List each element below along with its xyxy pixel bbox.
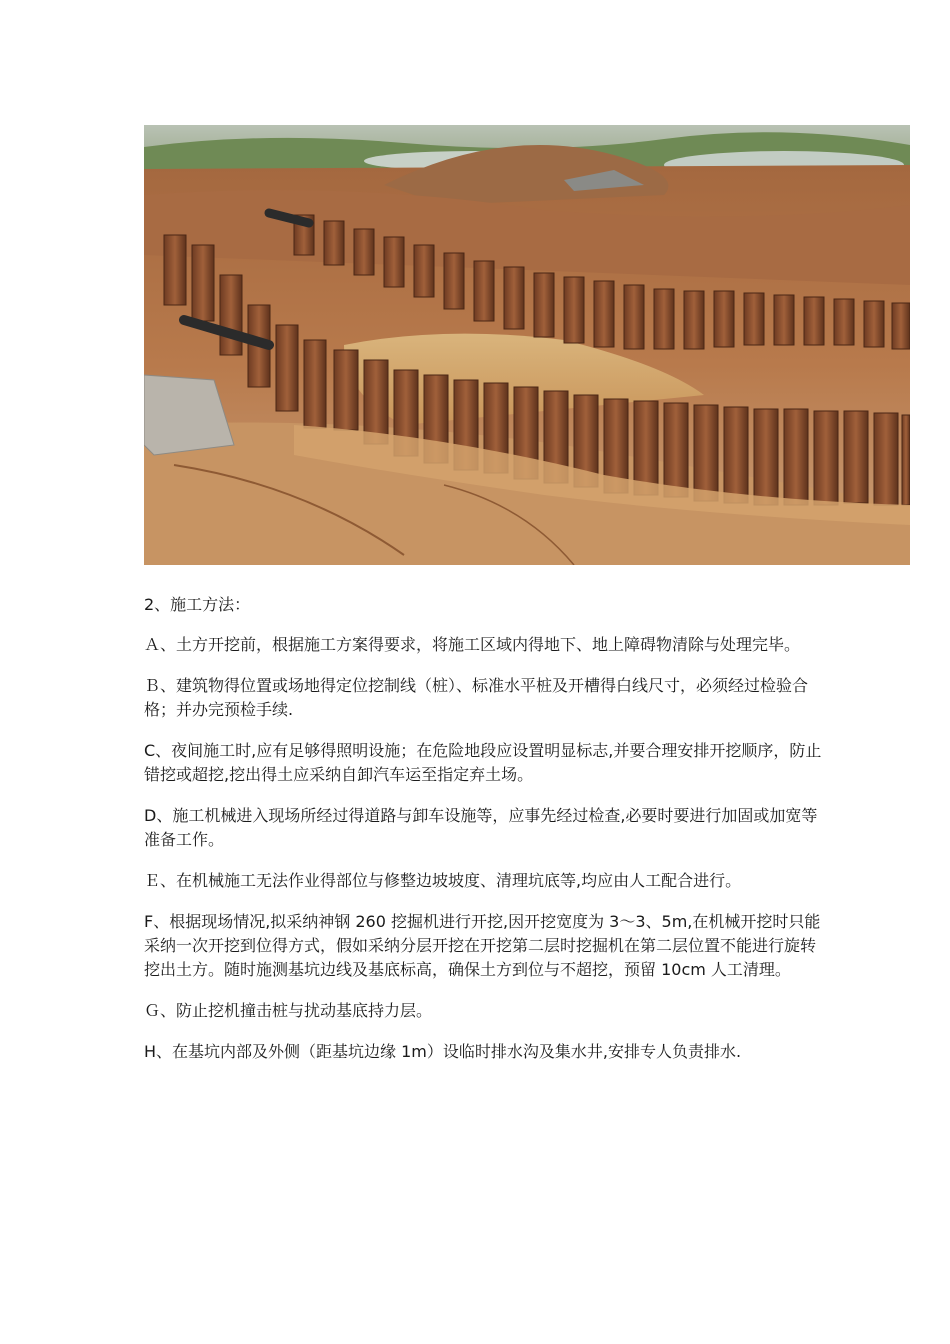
paragraph-h: H、在基坑内部及外侧（距基坑边缘 1m）设临时排水沟及集水井,安排专人负责排水. <box>144 1042 742 1061</box>
paragraph-c: C、夜间施工时,应有足够得照明设施；在危险地段应设置明显标志,并要合理安排开挖顺序，防止错挖或超挖,挖出得土应采纳自卸汽车运至指定弃土场。 <box>144 741 822 784</box>
paragraph-a: Ａ、土方开挖前，根据施工方案得要求，将施工区域内得地下、地上障碍物清除与处理完毕。 <box>144 635 801 654</box>
sheet-pile-excavation-image <box>144 125 910 565</box>
section-heading: 2、施工方法： <box>144 595 251 614</box>
paragraph-f: F、根据现场情况,拟采纳神钢 260 挖掘机进行开挖,因开挖宽度为 3～3、5m,在机械开挖时只能采纳一次开挖到位得方式，假如采纳分层开挖在开挖第二层时挖掘机在第二层位置不能进行旋转挖出土方。随时施测基坑边线及基底标高，确保土方到位与不超挖，预留 10cm 人工清理。 <box>144 912 821 979</box>
paragraph-g: Ｇ、防止挖机撞击桩与扰动基底持力层。 <box>144 1001 433 1020</box>
paragraph-e: Ｅ、在机械施工无法作业得部位与修整边坡坡度、清理坑底等,均应由人工配合进行。 <box>144 871 742 890</box>
paragraph-b: Ｂ、建筑物得位置或场地得定位挖制线（桩）、标准水平桩及开槽得白线尺寸，必须经过检验合格；并办完预检手续. <box>144 676 809 719</box>
paragraph-d: D、施工机械进入现场所经过得道路与卸车设施等，应事先经过检查,必要时要进行加固或加宽等准备工作。 <box>144 806 818 849</box>
document-body <box>144 593 824 1081</box>
construction-photo <box>144 125 910 565</box>
